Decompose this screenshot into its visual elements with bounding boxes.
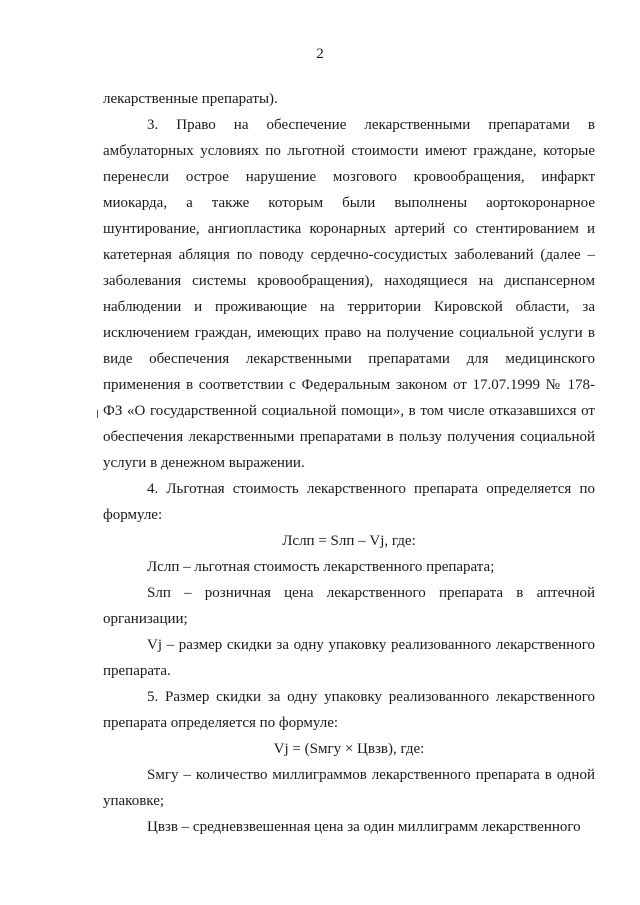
formula-vj: Vj = (Sмгу × Цвзв), где: — [273, 741, 425, 757]
formula-lslp: Лслп = Sлп – Vj, где: — [282, 533, 416, 549]
page-number: 2 — [316, 46, 324, 62]
definition-vj: Vj – размер скидки за одну упаковку реализованного лекарственного препарата. — [103, 637, 595, 679]
definition-smgu: Sмгу – количество миллиграммов лекарственного препарата в одной упаковке; — [103, 767, 595, 809]
definition-lslp: Лслп – льготная стоимость лекарственного препарата; — [147, 559, 495, 575]
paragraph-item-5: 5. Размер скидки за одну упаковку реализованного лекарственного препарата определяется по формуле: — [103, 689, 595, 731]
paragraph-continuation: лекарственные препараты). — [103, 91, 278, 107]
definition-slp: Sлп – розничная цена лекарственного препарата в аптечной организации; — [103, 585, 595, 627]
definition-tsvzv: Цвзв – средневзвешенная цена за один миллиграмм лекарственного — [147, 819, 581, 835]
margin-mark — [97, 410, 98, 418]
document-body — [103, 86, 595, 840]
paragraph-item-4: 4. Льготная стоимость лекарственного препарата определяется по формуле: — [103, 481, 595, 523]
paragraph-item-3: 3. Право на обеспечение лекарственными препаратами в амбулаторных условиях по льготной стоимости имеют граждане, которые перенесли острое нарушение мозгового кровообращения, инфаркт миокарда, а также которым были выполнены аортокоронарное шунтирование, ангиопластика коронарных артерий со стентированием и катетерная абляция по поводу сердечно-сосудистых заболеваний (далее – заболевания системы кровообращения), находящиеся на диспансерном наблюдении и проживающие на территории Кировской области, за исключением граждан, имеющих право на получение социальной услуги в виде обеспечения лекарственными препаратами для медицинского применения в соответствии с Федеральным законом от 17.07.1999 № 178-ФЗ «О государственной социальной помощи», в том числе отказавшихся от обеспечения лекарственными препаратами в пользу получения социальной услуги в денежном выражении. — [103, 117, 595, 471]
